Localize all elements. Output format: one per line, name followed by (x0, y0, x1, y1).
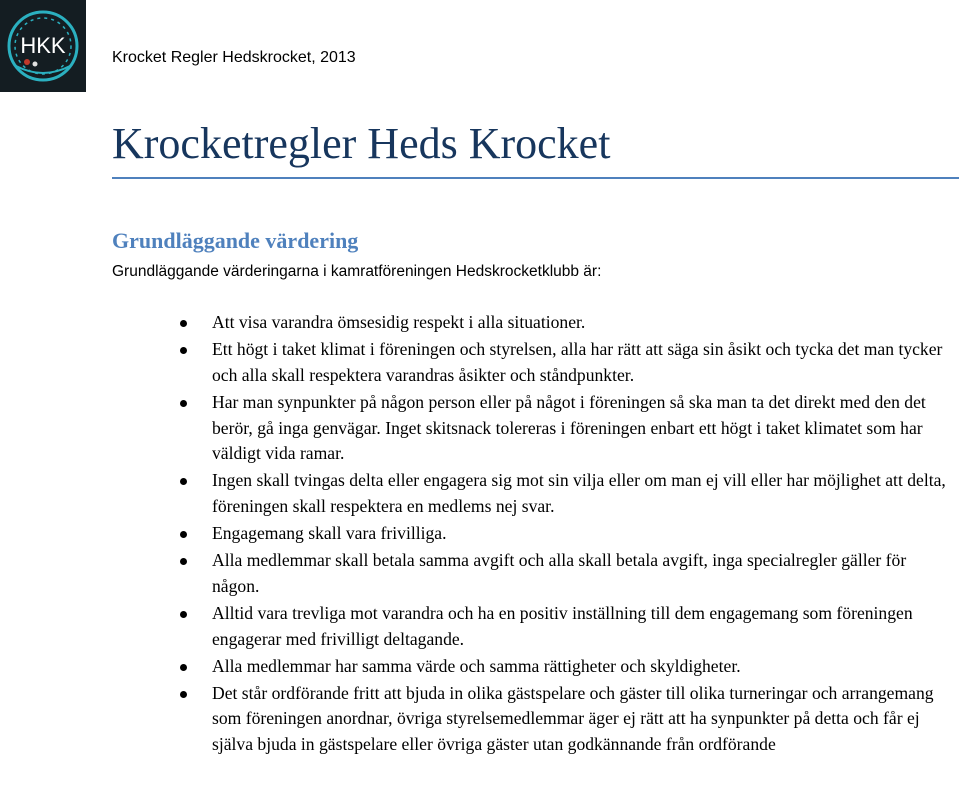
bullet-dot-icon (180, 347, 187, 354)
bullet-item (212, 468, 952, 520)
bullet-text: Det står ordförande fritt att bjuda in olika gästspelare och gäster till olika turneringar och arrangemang som föreningen anordnar, övriga styrelsemedlemmar äger ej rätt att ha synpunkter på detta och får ej själva bjuda in gästspelare eller övriga gäster utan godkännande från ordförande (212, 682, 934, 755)
bullet-text: Ingen skall tvingas delta eller engagera sig mot sin vilja eller om man ej vill eller har möjlighet att delta, föreningen skall respektera en medlems nej svar. (212, 470, 946, 517)
bullet-dot-icon (180, 400, 187, 407)
bullet-dot-icon (180, 478, 187, 485)
bullet-dot-icon (180, 558, 187, 565)
club-logo (0, 0, 86, 92)
intro-paragraph: Grundläggande värderingarna i kamratföreningen Hedskrocketklubb är: (112, 263, 602, 280)
bullet-dot-icon (180, 691, 187, 698)
bullet-text: Engagemang skall vara frivilliga. (212, 523, 447, 544)
bullet-text: Alltid vara trevliga mot varandra och ha en positiv inställning till dem engagemang som föreningen engagerar med frivilligt deltagande. (212, 602, 913, 649)
bullet-dot-icon (180, 531, 187, 538)
bullet-dot-icon (180, 664, 187, 671)
bullet-text: Att visa varandra ömsesidig respekt i alla situationer. (212, 312, 586, 332)
logo-text: HKK (20, 33, 66, 58)
bullet-item (212, 681, 952, 758)
bullet-dot-icon (180, 611, 187, 618)
bullet-text: Ett högt i taket klimat i föreningen och styrelsen, alla har rätt att säga sin åsikt och tycka det man tycker och alla skall respektera varandras åsikter och ståndpunkter. (212, 338, 943, 385)
bullet-item (212, 654, 952, 680)
bullet-text: Har man synpunkter på någon person eller på något i föreningen så ska man ta det direkt med den det berör, gå inga genvägar. Inget skitsnack tolereras i föreningen enbart ett högt i taket klimatet som har väldigt vida ramar. (212, 391, 926, 464)
bullet-dot-icon (180, 320, 187, 327)
bullet-item (212, 548, 952, 600)
bullet-text: Alla medlemmar skall betala samma avgift och alla skall betala avgift, inga specialregler gäller för någon. (212, 550, 907, 596)
bullet-item (212, 337, 952, 389)
title-divider (112, 177, 959, 179)
section-heading: Grundläggande värdering (112, 228, 359, 253)
document-title: Krocketregler Heds Krocket (112, 119, 611, 168)
page-header: Krocket Regler Hedskrocket, 2013 (112, 49, 356, 66)
bullet-item (212, 521, 952, 547)
bullet-item (212, 601, 952, 653)
bullet-item (212, 310, 952, 336)
logo-emblem-icon (0, 0, 86, 92)
bullet-text: Alla medlemmar har samma värde och samma rättigheter och skyldigheter. (212, 655, 741, 676)
bullet-item (212, 390, 952, 467)
values-bullet-list (212, 310, 952, 759)
